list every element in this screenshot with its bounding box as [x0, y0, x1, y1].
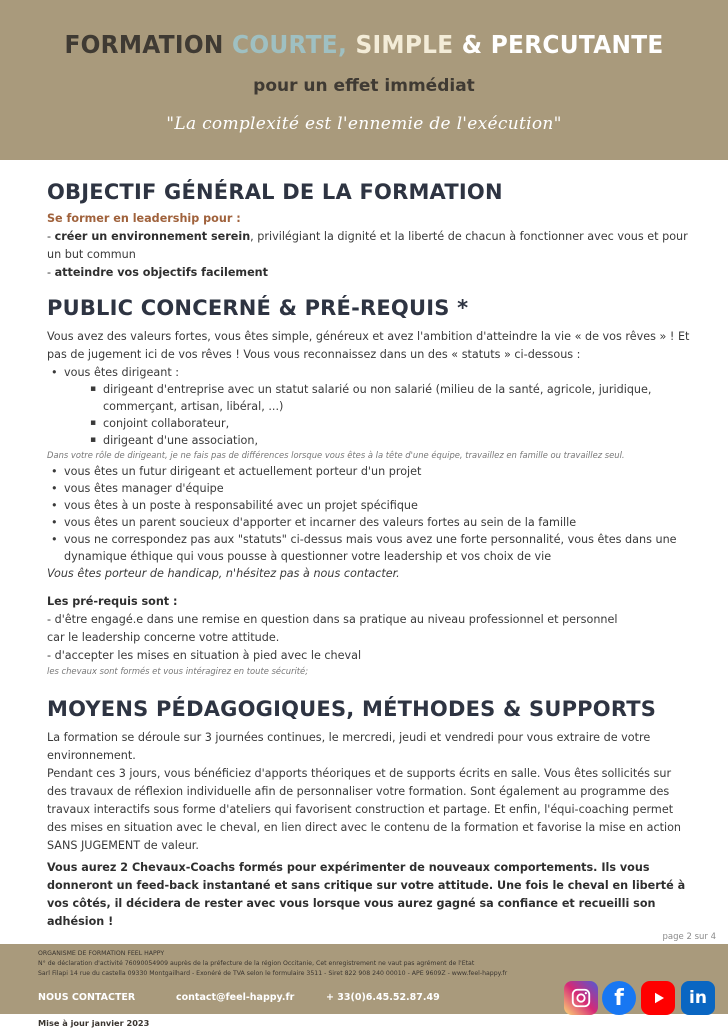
org-address: Sarl Filapi 14 rue du castella 09330 Montgailhard - Exonéré de TVA selon le formulaire 3511 - Siret 822 908 240 00010 - APE 9609Z - www.feel-happy.fr: [38, 970, 508, 977]
hero-title: [25, 30, 702, 59]
list-item: • vous êtes un futur dirigeant et actuellement porteur d'un projet: [47, 463, 692, 480]
prereq-note: les chevaux sont formés et vous intéragirez en toute sécurité;: [47, 666, 309, 676]
prereq-1: - d'être engagé.e dans une remise en question dans sa pratique au niveau professionnel et personnel: [47, 613, 618, 626]
facebook-icon[interactable]: [602, 981, 636, 1015]
objectif-line-1-rest: , privilégiant la dignité et la liberté de chacun à fonctionner avec vous et pour un but commun: [47, 230, 688, 261]
instagram-glyph: [570, 987, 592, 1009]
list-item: • vous ne correspondez pas aux "statuts" ci-dessus mais vous avez une forte personnalité, vous êtes dans une dynamique éthique qui vous pousse à questionner votre leadership et vos choix de vie: [47, 531, 692, 565]
moyens-p3: Vous aurez 2 Chevaux-Coachs formés pour expérimenter de nouveaux comportements. Ils vous donneront un feed-back instantané et sans critique sur votre attitude. Une fois le cheval en liberté à vos côtés, il décidera de rester avec vous lorsque vous aurez gagné sa confiance et recueilli son adhésion !: [47, 861, 686, 928]
page-number: page 2 sur 4: [662, 932, 716, 942]
prereq-title: Les pré-requis sont :: [47, 595, 178, 608]
hero-title-part2: COURTE,: [231, 30, 348, 59]
public-intro: Vous avez des valeurs fortes, vous êtes simple, généreux et avez l'ambition d'atteindre la vie « de vos rêves » ! Et pas de jugement ici de vos rêves ! Vous vous reconnaissez dans un des « statuts » ci-dessous :: [47, 330, 690, 361]
hero-title-part3: SIMPLE: [347, 30, 454, 59]
facebook-glyph: f: [614, 985, 624, 1011]
sub-item: ▪ dirigeant d'entreprise avec un statut salarié ou non salarié (milieu de la santé, agricole, juridique, commerçant, artisan, libéral, ...): [47, 381, 692, 415]
objectif-line-2-prefix: -: [47, 266, 55, 279]
main-content: [47, 180, 692, 931]
section-moyens-heading: MOYENS PÉDAGOGIQUES, MÉTHODES & SUPPORTS: [47, 697, 657, 721]
update-date: Mise à jour janvier 2023: [38, 1018, 150, 1028]
prereq-1b: car le leadership concerne votre attitude.: [47, 631, 280, 644]
footer-org-info: [38, 949, 638, 979]
linkedin-icon[interactable]: [681, 981, 715, 1015]
contact-email-link[interactable]: contact@feel-happy.fr: [176, 992, 295, 1003]
section-public-heading: PUBLIC CONCERNÉ & PRÉ-REQUIS *: [47, 296, 469, 320]
hero-title-part1: FORMATION: [64, 30, 232, 59]
list-item: • vous êtes un parent soucieux d'apporter et incarner des valeurs fortes au sein de la famille: [47, 514, 692, 531]
youtube-play-glyph: [649, 989, 667, 1007]
section-objectif-heading: OBJECTIF GÉNÉRAL DE LA FORMATION: [47, 180, 503, 204]
instagram-icon[interactable]: [564, 981, 598, 1015]
sub-item: ▪ dirigeant d'une association,: [47, 432, 692, 449]
moyens-p2: Pendant ces 3 jours, vous bénéficiez d'apports théoriques et de supports écrits en salle. Vous êtes sollicités sur des travaux de réflexion individuelle afin de personnaliser votre formation. Sont également au programme des travaux interactifs sous forme d'ateliers qui favorisent construction et partage. Et enfin, l'équi-coaching permet des mises en situation avec le cheval, en lien direct avec le contenu de la formation et favorise la mise en action SANS JUGEMENT de valeur.: [47, 767, 682, 852]
org-declaration: N° de déclaration d'activité 76090054909 auprès de la préfecture de la région Occitanie, Cet enregistrement ne vaut pas agrément de l'Etat: [38, 960, 475, 967]
objectif-line-1: [47, 228, 692, 264]
objectif-lead: Se former en leadership pour :: [47, 212, 241, 225]
hero-quote: "La complexité est l'ennemie de l'exécution": [166, 114, 562, 134]
linkedin-glyph: in: [689, 988, 707, 1008]
hero-title-part4: & PERCUTANTE: [453, 30, 664, 59]
objectif-line-1-bold: créer un environnement serein: [54, 230, 251, 243]
objectif-line-1-prefix: -: [47, 230, 55, 243]
dirigeant-sublist: [47, 381, 692, 449]
contact-phone-link[interactable]: + 33(0)6.45.52.87.49: [326, 992, 440, 1003]
hero-banner: [0, 0, 728, 160]
bullet-dirigeant: • vous êtes dirigeant :: [47, 364, 692, 381]
public-list: [47, 463, 692, 565]
contact-label: NOUS CONTACTER: [38, 992, 136, 1003]
sub-item: ▪ conjoint collaborateur,: [47, 415, 692, 432]
org-name: ORGANISME DE FORMATION FEEL HAPPY: [38, 950, 165, 957]
list-item: • vous êtes manager d'équipe: [47, 480, 692, 497]
prereq-2: - d'accepter les mises en situation à pied avec le cheval: [47, 649, 362, 662]
moyens-p1: La formation se déroule sur 3 journées continues, le mercredi, jeudi et vendredi pour vous extraire de votre environnement.: [47, 731, 651, 762]
objectif-line-2-bold: atteindre vos objectifs facilement: [54, 266, 268, 279]
dirigeant-list: [47, 364, 692, 381]
youtube-icon[interactable]: [641, 981, 675, 1015]
dirigeant-note: Dans votre rôle de dirigeant, je ne fais pas de différences lorsque vous êtes à la tête d'une équipe, travaillez en famille ou travaillez seul.: [47, 450, 625, 460]
hero-subtitle: pour un effet immédiat: [253, 76, 475, 96]
objectif-line-2: [47, 264, 692, 282]
handicap-note: Vous êtes porteur de handicap, n'hésitez pas à nous contacter.: [47, 567, 400, 580]
list-item: • vous êtes à un poste à responsabilité avec un projet spécifique: [47, 497, 692, 514]
